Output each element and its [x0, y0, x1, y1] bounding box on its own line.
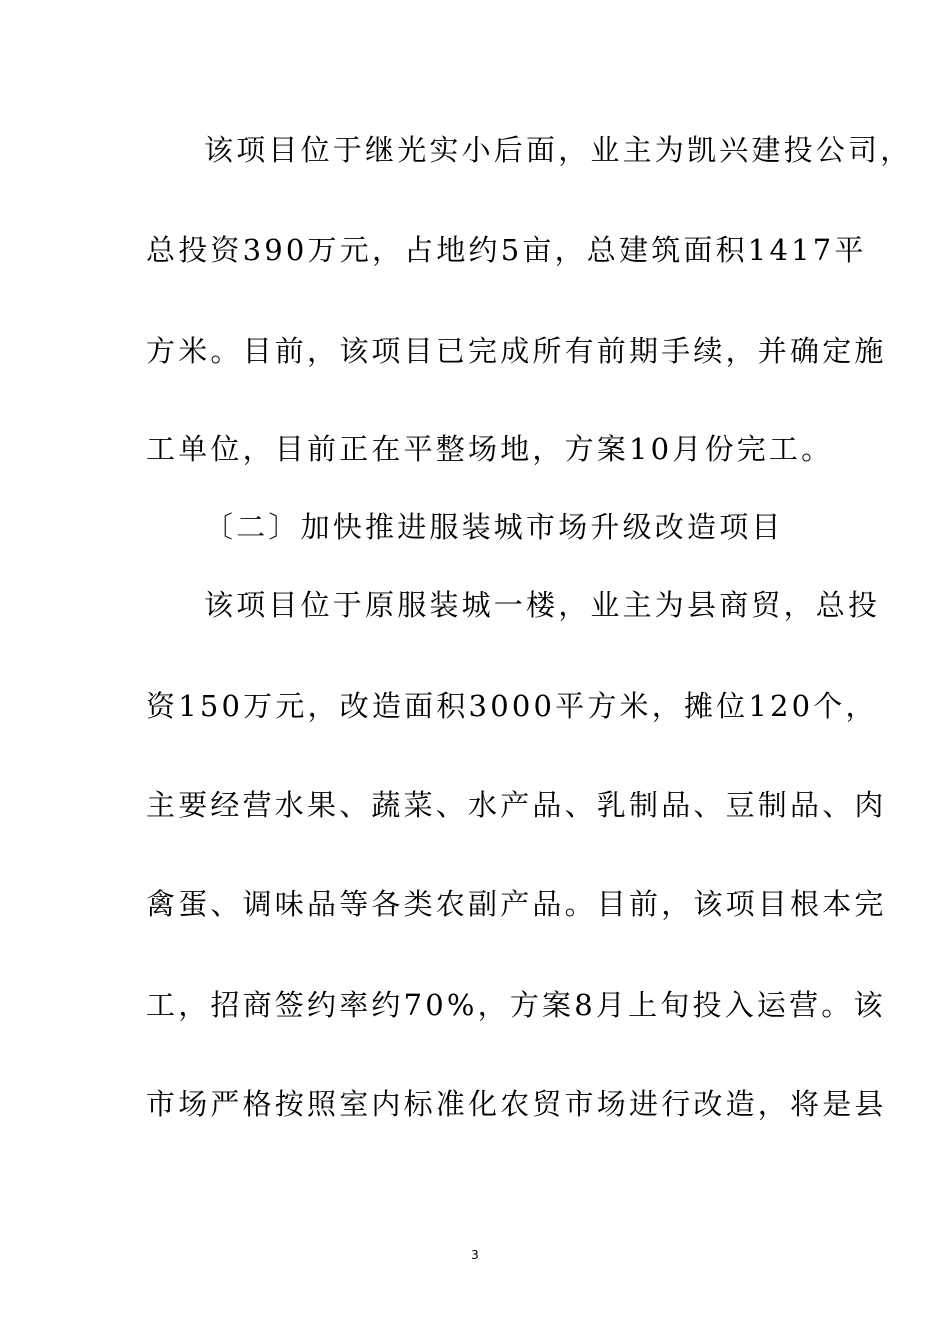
paragraph-line: 工单位，目前正在平整场地，方案10月份完工。	[146, 432, 834, 466]
paragraph-line: 该项目位于继光实小后面，业主为凯兴建投公司，	[204, 133, 913, 167]
section-heading: 〔二〕加快推进服装城市场升级改造项目	[204, 510, 784, 544]
paragraph-line: 禽蛋、调味品等各类农副产品。目前，该项目根本完	[146, 887, 887, 921]
paragraph-line: 市场严格按照室内标准化农贸市场进行改造，将是县	[146, 1087, 887, 1121]
page-number: 3	[471, 1248, 479, 1262]
paragraph-line: 工，招商签约率约70%，方案8月上旬投入运营。该	[146, 988, 886, 1022]
paragraph-line: 该项目位于原服装城一楼，业主为县商贸，总投	[204, 588, 881, 622]
paragraph-line: 资150万元，改造面积3000平方米，摊位120个，	[146, 689, 878, 723]
paragraph-line: 方米。目前，该项目已完成所有前期手续，并确定施	[146, 334, 887, 368]
paragraph-line: 主要经营水果、蔬菜、水产品、乳制品、豆制品、肉	[146, 788, 887, 822]
paragraph-line: 总投资390万元，占地约5亩，总建筑面积1417平	[146, 233, 867, 267]
